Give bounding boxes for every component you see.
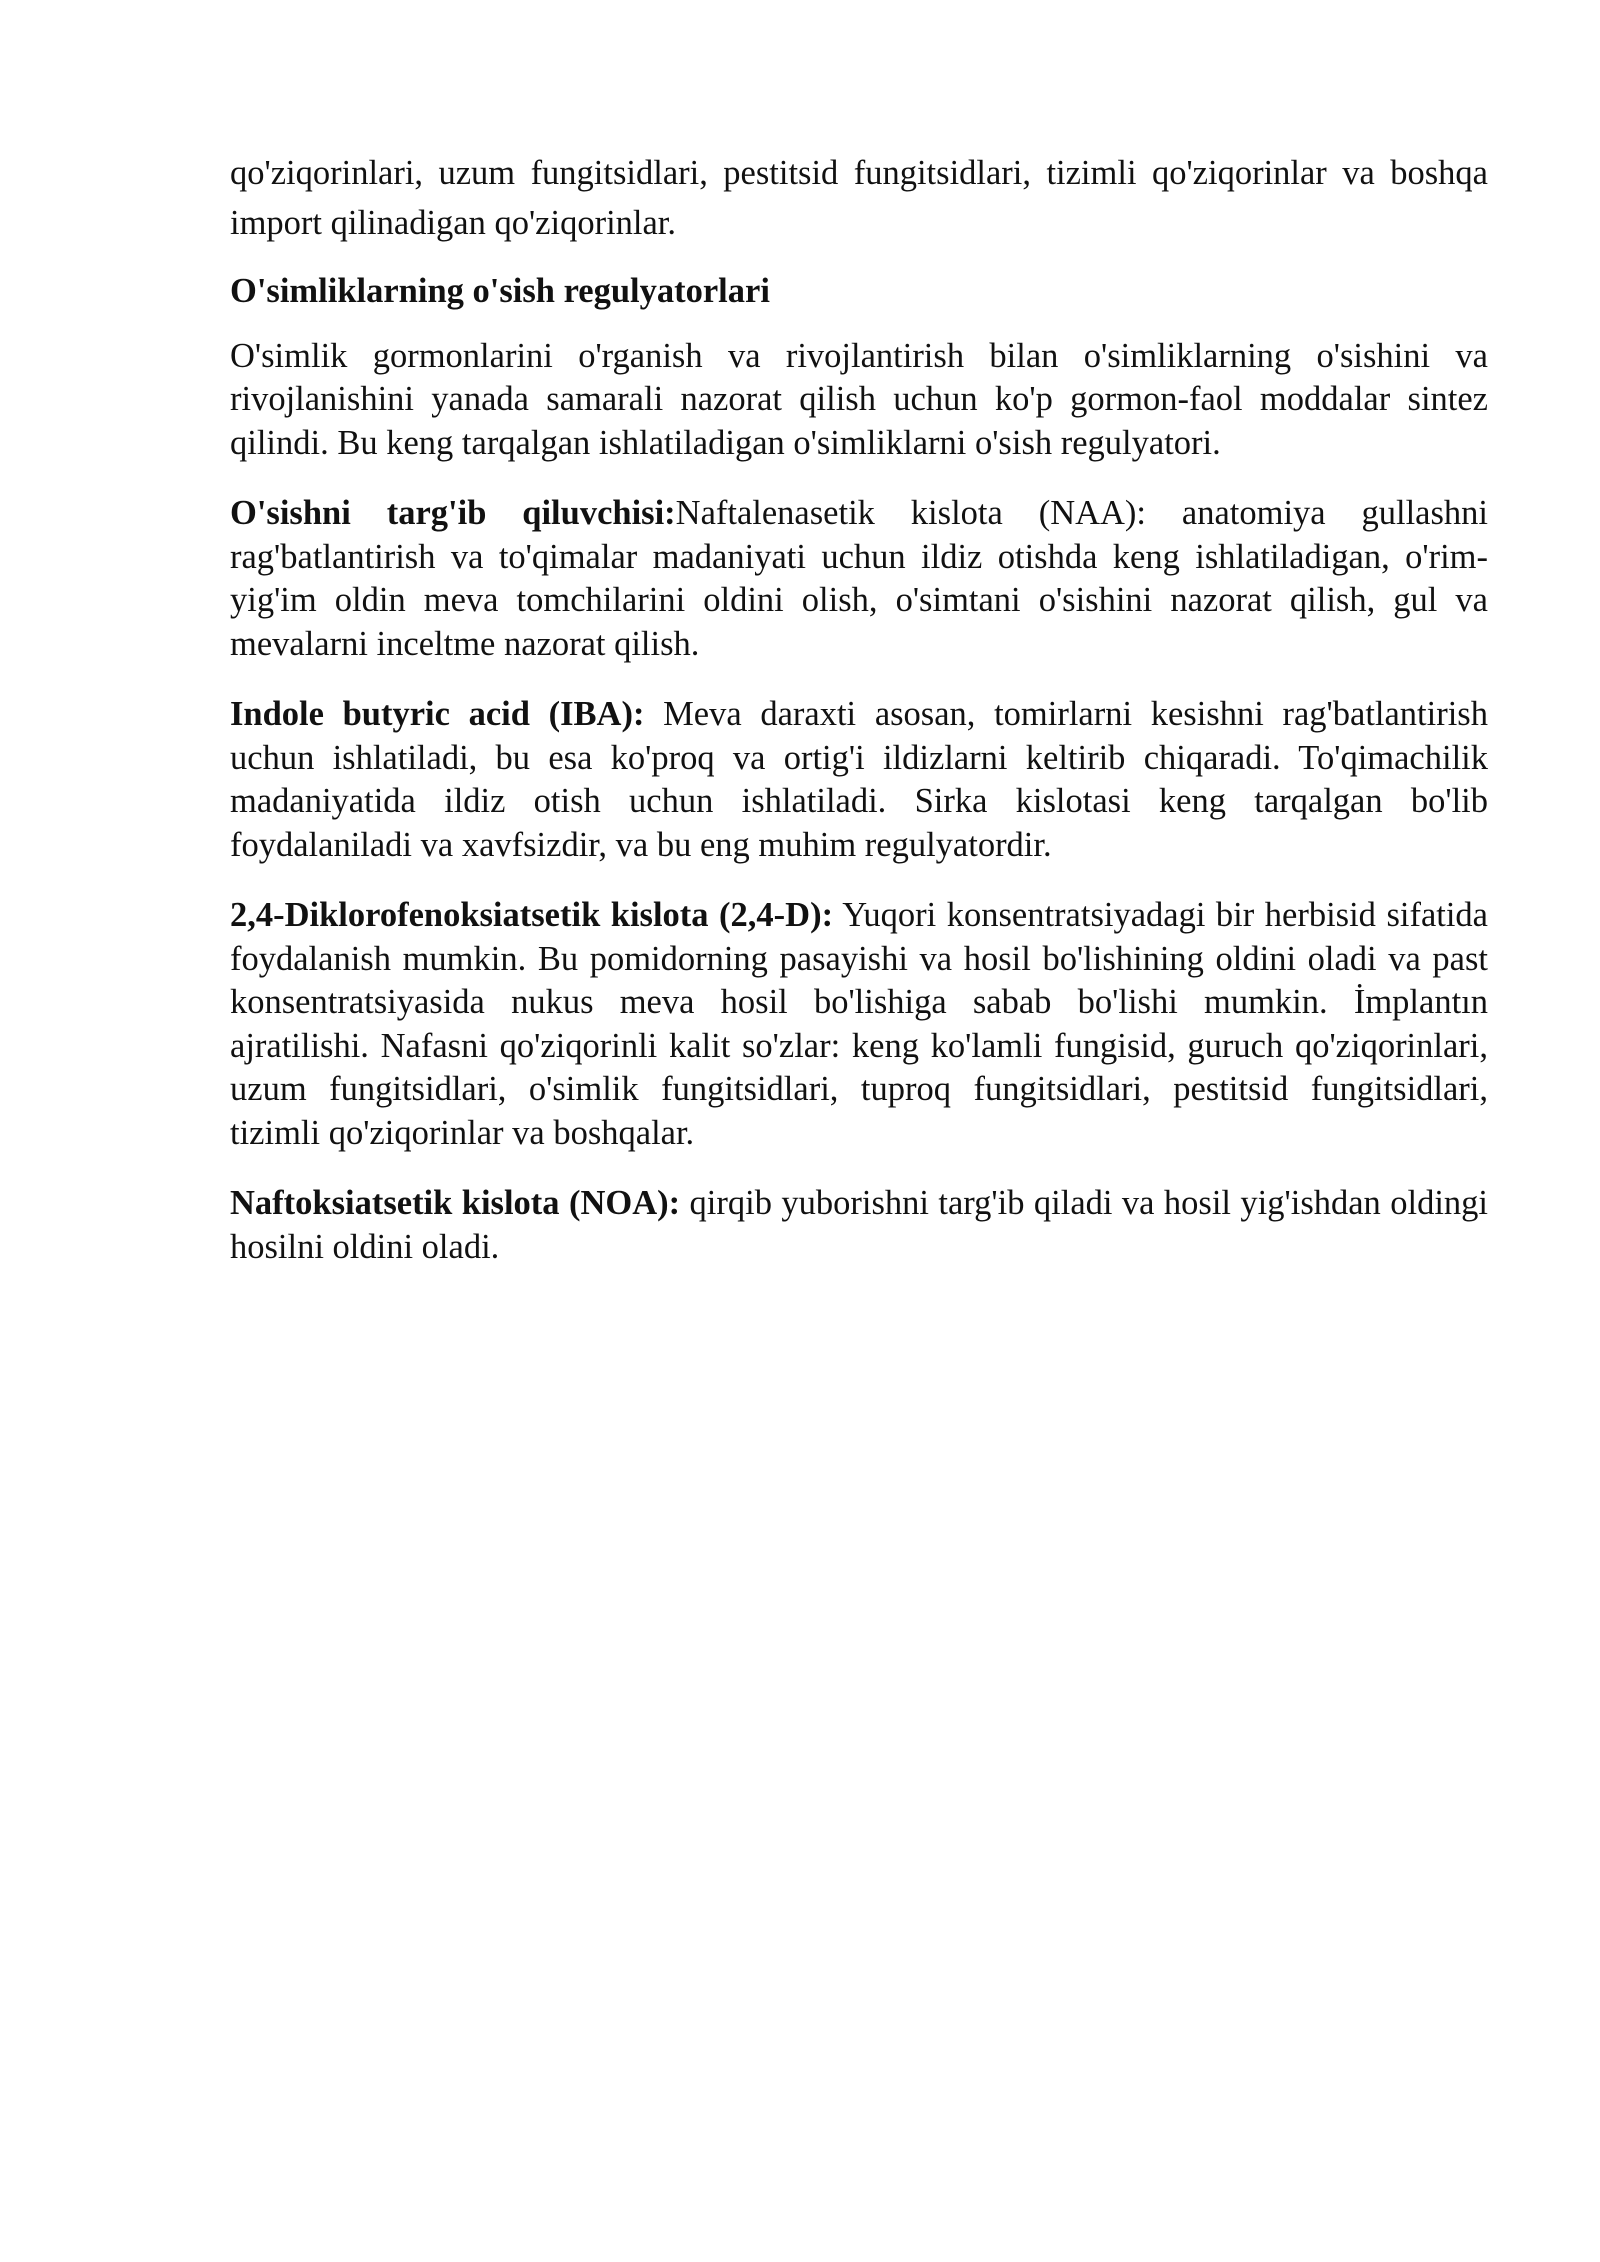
- entry-term: Naftoksiatsetik kislota (NOA):: [230, 1184, 681, 1222]
- intro-paragraph: qo'ziqorinlari, uzum fungitsidlari, pestitsid fungitsidlari, tizimli qo'ziqorinlar va boshqa import qilinadigan qo'ziqorinlar.: [230, 154, 1488, 242]
- entry-paragraph-iba: [230, 693, 1488, 867]
- document-body: [230, 148, 1488, 1296]
- entry-paragraph-noa: [230, 1182, 1488, 1269]
- entry-paragraph-growth-promoter: [230, 492, 1488, 666]
- entry-text: qirqib yuborishni targ'ib qiladi va hosil yig'ishdan oldingi hosilni oldini oladi.: [230, 1184, 1489, 1266]
- entry-text: Yuqori konsentratsiyadagi bir herbisid sifatida foydalanish mumkin. Bu pomidorning pasayishi va hosil bo'lishining oldini oladi va past konsentratsiyasida nukus meva hosil bo'lishiga sabab bo'lishi mumkin. İmplantın ajratilishi. Nafasni qo'ziqorinli kalit so'zlar: keng ko'lamli fungisid, guruch qo'ziqorinlari, uzum fungitsidlari, o'simlik fungitsidlari, tuproq fungitsidlari, pestitsid fungitsidlari, tizimli qo'ziqorinlar va boshqalar.: [230, 896, 1488, 1152]
- section-intro-paragraph: O'simlik gormonlarini o'rganish va rivojlantirish bilan o'simliklarning o'sishini va rivojlanishini yanada samarali nazorat qilish uchun ko'p gormon-faol moddalar sintez qilindi. Bu keng tarqalgan ishlatiladigan o'simliklarni o'sish regulyatori.: [230, 336, 1488, 462]
- entry-term: 2,4-Diklorofenoksiatsetik kislota (2,4-D):: [230, 896, 834, 934]
- entry-term: Indole butyric acid (IBA):: [230, 695, 645, 733]
- entry-text: Naftalenasetik kislota (NAA): anatomiya gullashni rag'batlantirish va to'qimalar madaniyati uchun ildiz otishda keng ishlatiladigan, o'rim-yig'im oldin meva tomchilarini oldini olish, o'simtani o'sishini nazorat qilish, gul va mevalarni inceltme nazorat qilish.: [230, 494, 1488, 663]
- section-heading: O'simliklarning o'sish regulyatorlari: [230, 272, 770, 310]
- entry-term: O'sishni targ'ib qiluvchisi:: [230, 494, 676, 532]
- entry-paragraph-2-4-d: [230, 894, 1488, 1155]
- entry-text: Meva daraxti asosan, tomirlarni kesishni rag'batlantirish uchun ishlatiladi, bu esa ko'proq va ortig'i ildizlarni keltirib chiqaradi. To'qimachilik madaniyatida ildiz otish uchun ishlatiladi. Sirka kislotasi keng tarqalgan bo'lib foydalaniladi va xavfsizdir, va bu eng muhim regulyatordir.: [230, 695, 1488, 864]
